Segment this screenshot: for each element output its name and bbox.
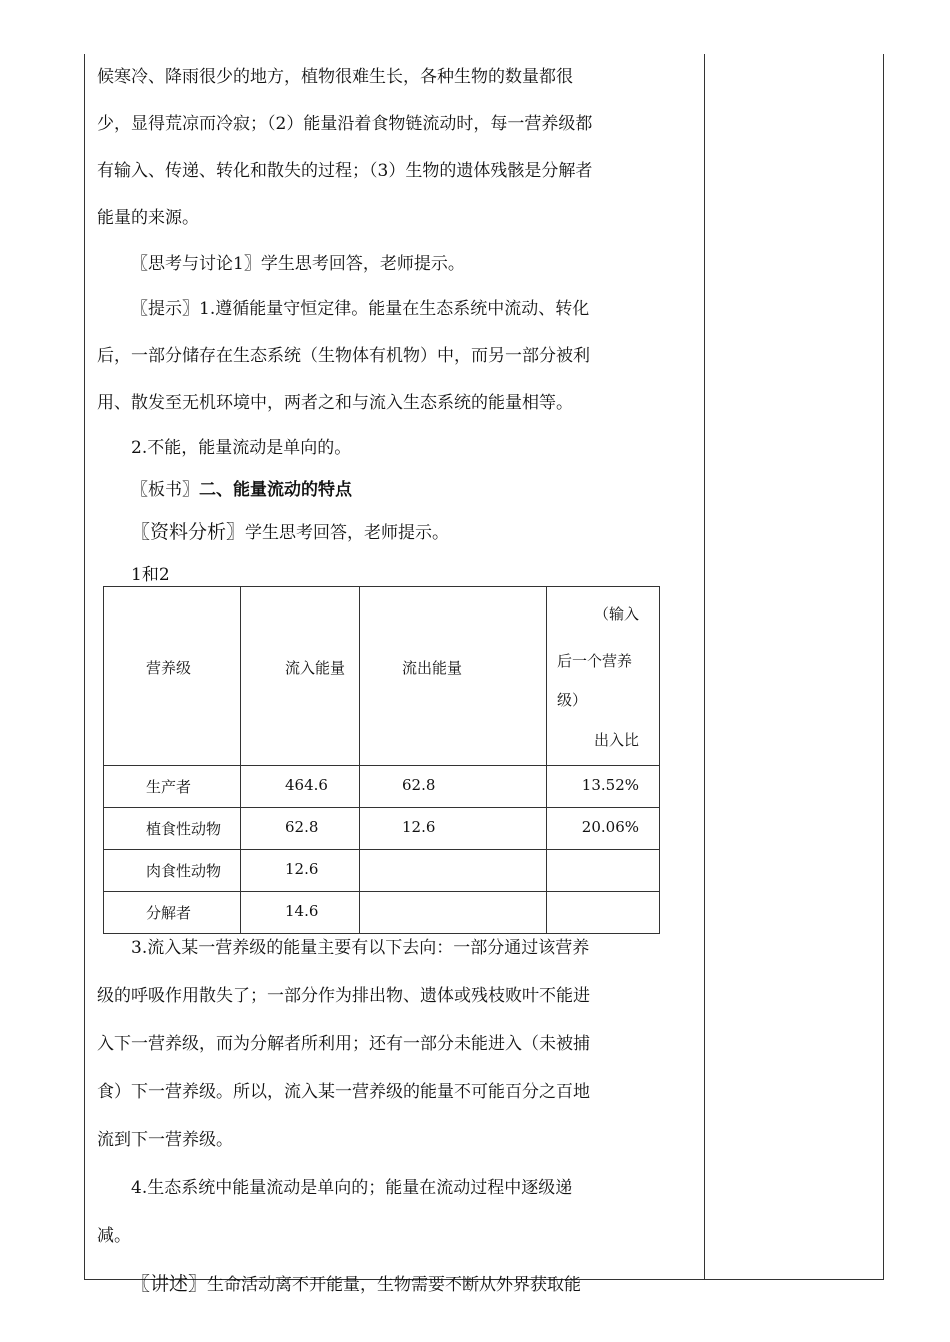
- document-frame: [84, 54, 884, 1295]
- board-title: 二、能量流动的特点: [199, 480, 352, 500]
- paragraph-line: 入下一营养级，而为分解者所利用；还有一部分未能进入（未被捕: [97, 1034, 590, 1054]
- header-out: 流出能量: [360, 587, 547, 766]
- paragraph-line: 4.生态系统中能量流动是单向的；能量在流动过程中逐级递: [131, 1178, 573, 1198]
- column-divider: [704, 54, 705, 1279]
- table-row: 肉食性动物 12.6: [104, 850, 660, 892]
- paragraph-line: 〖思考与讨论1〗学生思考回答，老师提示。: [131, 254, 465, 274]
- energy-flow-table: [103, 586, 660, 934]
- content-column-lower: [97, 924, 669, 1309]
- header-in: 流入能量: [241, 587, 360, 766]
- table-row: 植食性动物 62.8 12.6 20.06%: [104, 808, 660, 850]
- paragraph-line: 1和2: [131, 565, 170, 585]
- narration-line: [97, 1260, 669, 1309]
- content-column: [97, 54, 669, 596]
- analysis-tag: 〖资料分析〗: [131, 521, 246, 543]
- data-analysis-line: [97, 511, 669, 554]
- table-header-row: [104, 587, 660, 766]
- paragraph-line: 〖提示〗1.遵循能量守恒定律。能量在生态系统中流动、转化: [131, 299, 590, 319]
- paragraph-line: 食）下一营养级。所以，流入某一营养级的能量不可能百分之百地: [97, 1082, 590, 1102]
- paragraph-line: 级的呼吸作用散失了；一部分作为排出物、遗体或残枝败叶不能进: [97, 986, 590, 1006]
- narration-text: 生命活动离不开能量，生物需要不断从外界获取能: [207, 1275, 582, 1295]
- header-level: 营养级: [104, 587, 241, 766]
- paragraph-line: 候寒冷、降雨很少的地方，植物很难生长，各种生物的数量都很: [97, 67, 573, 87]
- paragraph-line: 能量的来源。: [97, 208, 199, 228]
- narration-tag: 〖讲述〗: [131, 1273, 208, 1295]
- analysis-text: 学生思考回答，老师提示。: [245, 523, 450, 543]
- table-row: 分解者 14.6: [104, 892, 660, 934]
- paragraph-line: 有输入、传递、转化和散失的过程；（3）生物的遗体残骸是分解者: [97, 161, 593, 181]
- table-row: 生产者 464.6 62.8 13.52%: [104, 766, 660, 808]
- paragraph-line: 流到下一营养级。: [97, 1130, 233, 1150]
- paragraph-line: 3.流入某一营养级的能量主要有以下去向：一部分通过该营养: [131, 938, 590, 958]
- header-ratio: （输入 后一个营养 级） 出入比: [547, 587, 660, 766]
- paragraph-line: 后，一部分储存在生态系统（生物体有机物）中，而另一部分被利: [97, 346, 590, 366]
- board-tag: 〖板书〗: [131, 480, 199, 500]
- paragraph-line: 减。: [97, 1226, 131, 1246]
- paragraph-line: 少，显得荒凉而冷寂；（2）能量沿着食物链流动时，每一营养级都: [97, 114, 593, 134]
- paragraph-line: 2.不能，能量流动是单向的。: [131, 438, 352, 458]
- board-heading: [97, 469, 669, 511]
- paragraph-line: 用、散发至无机环境中，两者之和与流入生态系统的能量相等。: [97, 393, 573, 413]
